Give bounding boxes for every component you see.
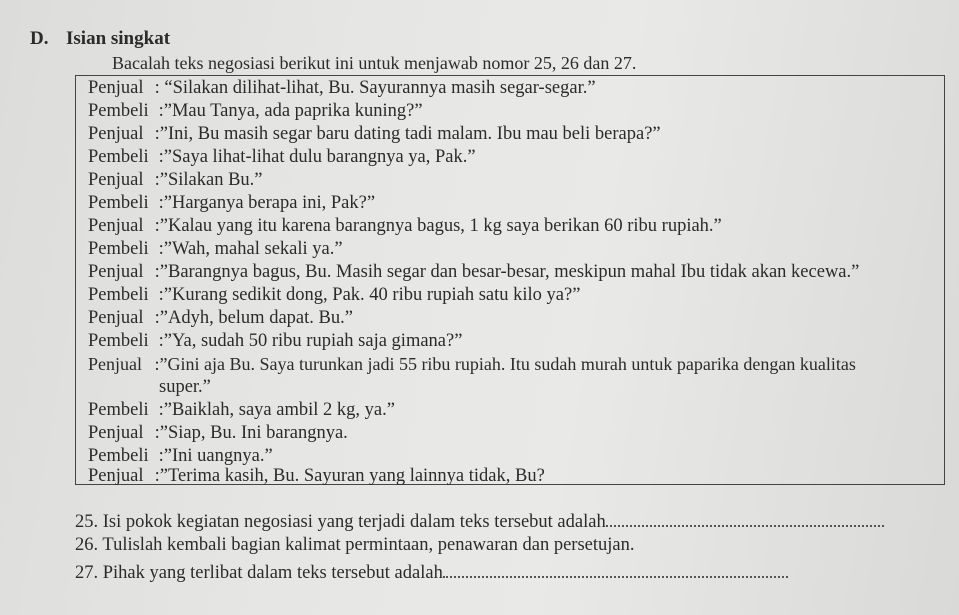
dialogue-line xyxy=(88,170,263,191)
dialogue-text: :”Kurang sedikit dong, Pak. 40 ribu rupiah satu kilo ya?” xyxy=(158,285,581,305)
speaker-label: Pembeli xyxy=(88,331,149,351)
speaker-label: Penjual xyxy=(88,78,144,98)
dialogue-line xyxy=(88,466,545,487)
speaker-label: Pembeli xyxy=(88,446,149,466)
answer-dotted-line[interactable] xyxy=(606,511,884,527)
question-25 xyxy=(75,511,884,533)
dialogue-text: :”Silakan Bu.” xyxy=(154,170,263,190)
section-title xyxy=(30,28,170,50)
speaker-label: Pembeli xyxy=(88,101,149,121)
speaker-label: Pembeli xyxy=(88,239,149,259)
dialogue-line xyxy=(88,124,661,145)
speaker-label: Pembeli xyxy=(88,147,149,167)
dialogue-text: : “Silakan dilihat-lihat, Bu. Sayurannya masih segar-segar.” xyxy=(154,78,596,98)
dialogue-line xyxy=(88,285,580,306)
dialogue-text: :”Adyh, belum dapat. Bu.” xyxy=(154,308,353,328)
dialogue-line xyxy=(88,423,348,444)
dialogue-text: :”Ini uangnya.” xyxy=(158,446,273,466)
dialogue-line xyxy=(88,262,859,283)
speaker-label: Penjual xyxy=(88,466,144,486)
speaker-label: Pembeli xyxy=(88,193,149,213)
answer-dotted-line[interactable] xyxy=(443,562,788,578)
question-text: Isi pokok kegiatan negosiasi yang terjadi dalam teks tersebut adalah xyxy=(102,512,606,532)
dialogue-line xyxy=(88,101,423,122)
dialogue-text: :”Harganya berapa ini, Pak?” xyxy=(158,193,376,213)
dialogue-line xyxy=(88,308,353,329)
speaker-label: Penjual xyxy=(88,354,142,374)
dialogue-text: :”Ini, Bu masih segar baru dating tadi malam. Ibu mau beli berapa?” xyxy=(154,124,661,144)
dialogue-text: :”Barangnya bagus, Bu. Masih segar dan besar-besar, meskipun mahal Ibu tidak akan kecewa.” xyxy=(154,262,860,282)
dialogue-line xyxy=(88,78,596,99)
dialogue-line xyxy=(88,147,476,168)
question-number: 25. xyxy=(75,512,99,532)
instruction-text: Bacalah teks negosiasi berikut ini untuk menjawab nomor 25, 26 dan 27. xyxy=(112,53,637,73)
speaker-label: Penjual xyxy=(88,216,144,236)
dialogue-text: super.” xyxy=(159,377,211,397)
question-text: Pihak yang terlibat dalam teks tersebut adalah xyxy=(102,563,443,583)
dialogue-line xyxy=(88,239,343,260)
dialogue-line xyxy=(88,354,856,375)
dialogue-line xyxy=(88,216,722,237)
question-27 xyxy=(75,562,788,584)
dialogue-text: :”Terima kasih, Bu. Sayuran yang lainnya tidak, Bu? xyxy=(154,466,545,486)
dialogue-line xyxy=(88,400,395,421)
dialogue-text: :”Kalau yang itu karena barangnya bagus, 1 kg saya berikan 60 ribu rupiah.” xyxy=(154,216,722,236)
dialogue-text: :”Ya, sudah 50 ribu rupiah saja gimana?” xyxy=(158,331,463,351)
dialogue-text: :”Mau Tanya, ada paprika kuning?” xyxy=(158,101,423,121)
dialogue-line xyxy=(88,331,462,352)
dialogue-text: :”Gini aja Bu. Saya turunkan jadi 55 ribu rupiah. Itu sudah murah untuk paparika dengan kualitas xyxy=(154,354,856,374)
section-title-text: Isian singkat xyxy=(66,28,171,49)
speaker-label: Penjual xyxy=(88,423,144,443)
question-26 xyxy=(75,535,634,556)
question-number: 26. xyxy=(75,535,99,555)
speaker-label: Pembeli xyxy=(88,285,149,305)
speaker-label: Penjual xyxy=(88,124,144,144)
speaker-label: Penjual xyxy=(88,262,144,282)
dialogue-text: :”Wah, mahal sekali ya.” xyxy=(158,239,343,259)
section-letter: D. xyxy=(30,28,49,49)
question-text: Tulislah kembali bagian kalimat permintaan, penawaran dan persetujan. xyxy=(102,535,635,555)
dialogue-text: :”Siap, Bu. Ini barangnya. xyxy=(154,423,348,443)
dialogue-text: :”Baiklah, saya ambil 2 kg, ya.” xyxy=(158,400,395,420)
dialogue-line xyxy=(88,193,375,214)
speaker-label: Penjual xyxy=(88,308,144,328)
dialogue-line xyxy=(88,446,273,467)
speaker-label: Pembeli xyxy=(88,400,149,420)
question-number: 27. xyxy=(75,563,99,583)
dialogue-line-continuation xyxy=(159,377,211,398)
dialogue-text: :”Saya lihat-lihat dulu barangnya ya, Pak.” xyxy=(158,147,476,167)
speaker-label: Penjual xyxy=(88,170,144,190)
